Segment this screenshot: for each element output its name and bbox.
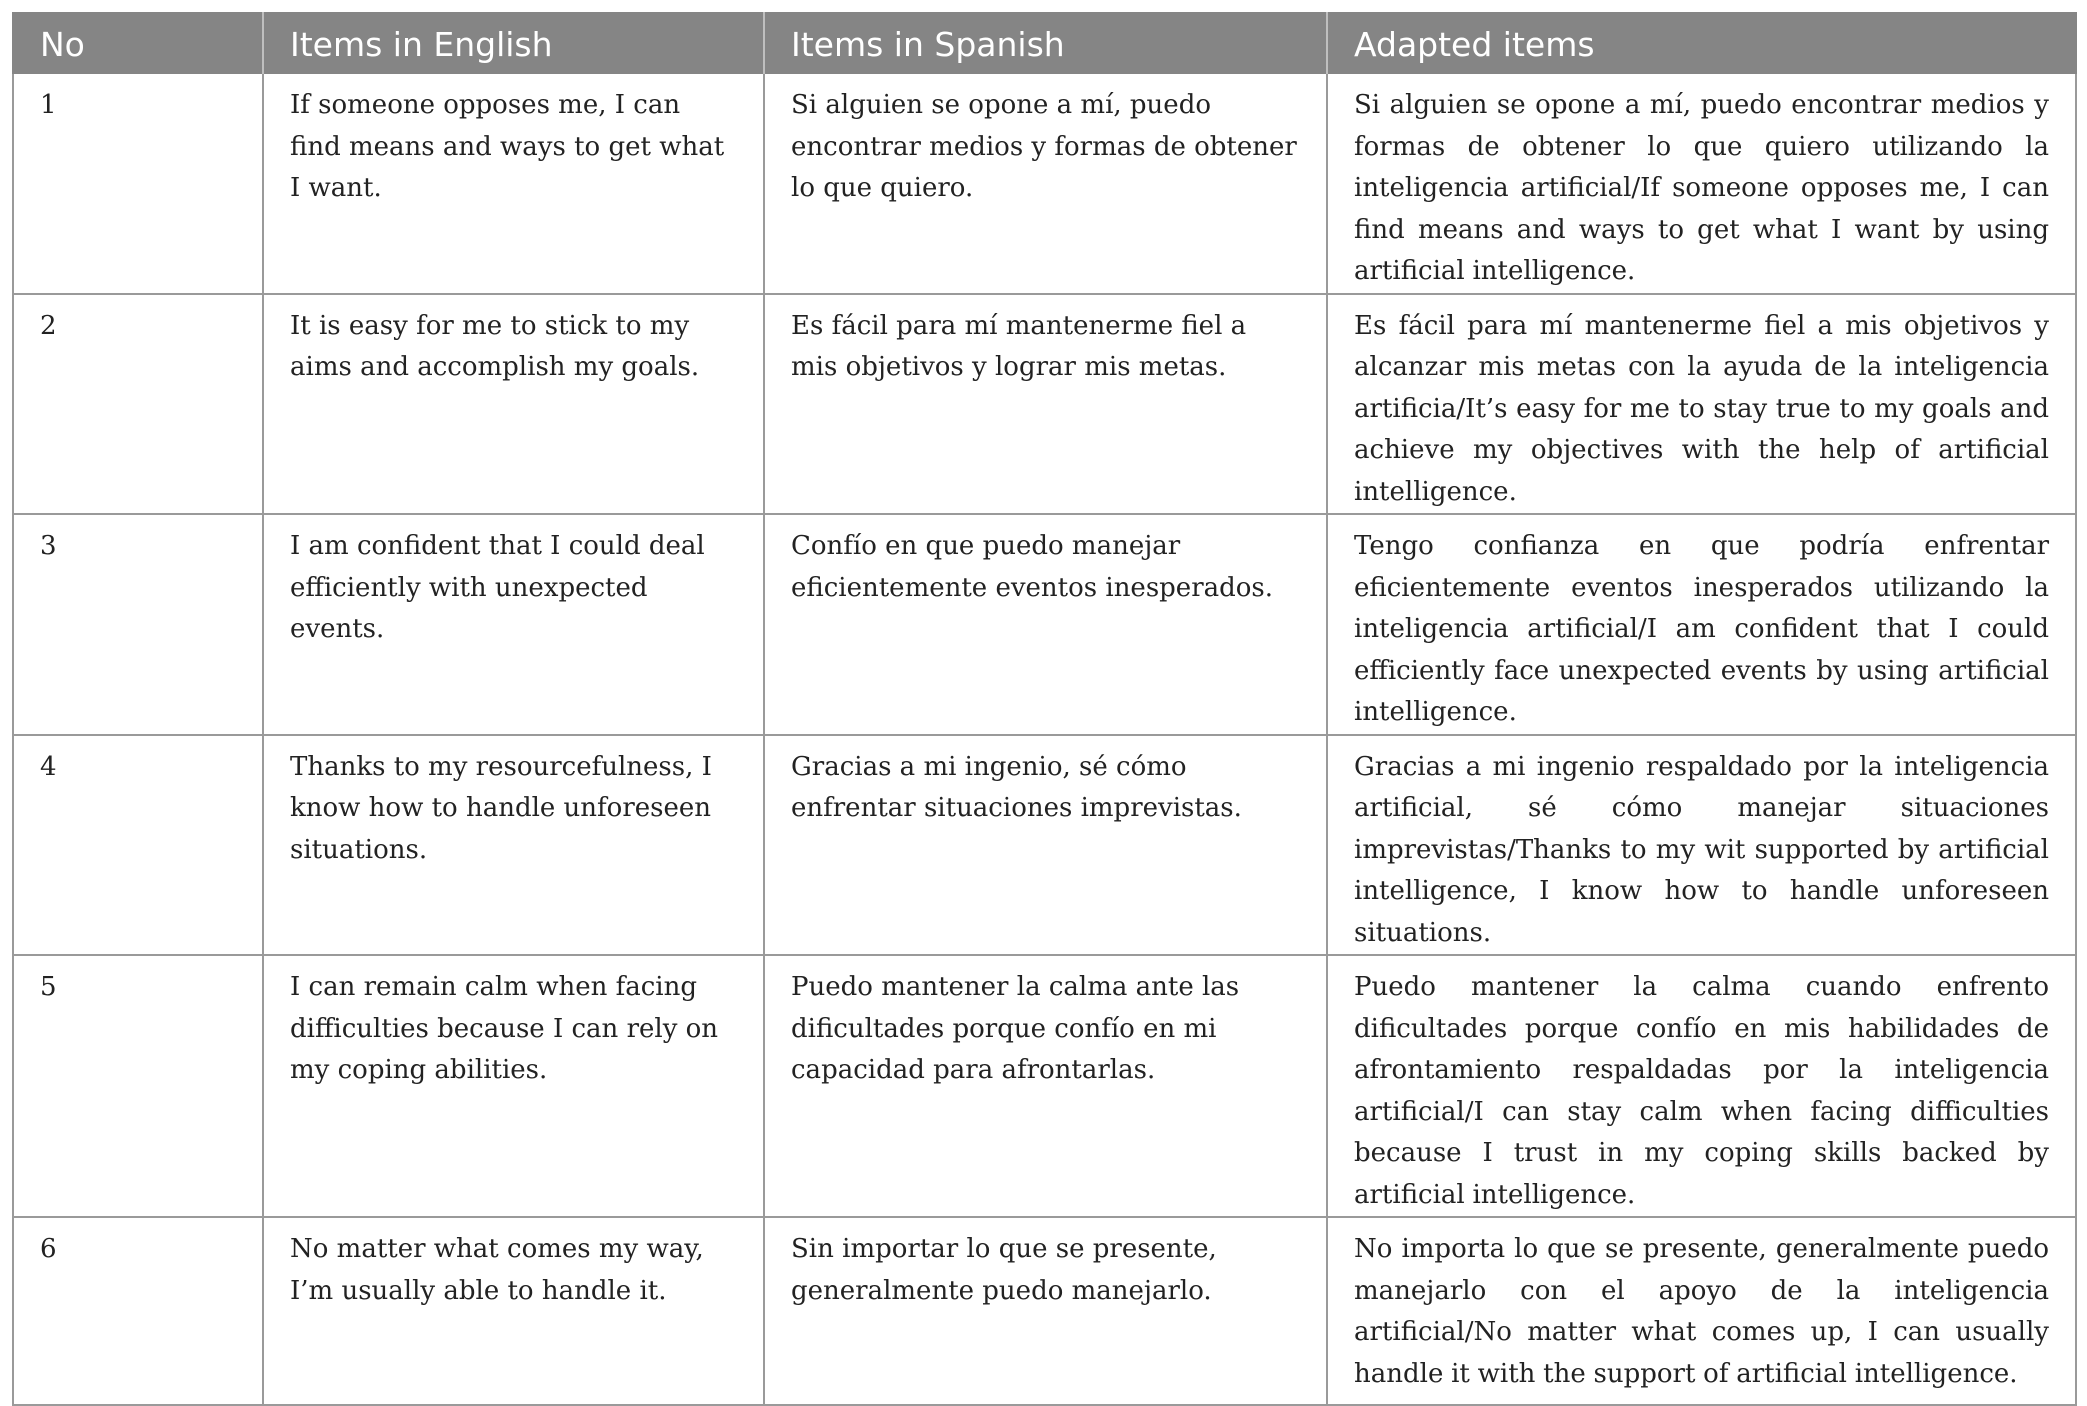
table-row (13, 955, 2076, 1217)
table-row (13, 735, 2076, 956)
table-row (13, 1217, 2076, 1405)
table-body (13, 74, 2076, 1405)
cell-adapted: Puedo mantener la calma cuando enfrento dificultades porque confío en mis habilidades de afrontamiento respaldadas por la inteligencia artificial/I can stay calm when facing difficulties because I trust in my coping skills backed by artificial intelligence. (1327, 955, 2076, 1217)
cell-adapted: Si alguien se opone a mí, puedo encontrar medios y formas de obtener lo que quiero utilizando la inteligencia artificial/If someone opposes me, I can find means and ways to get what I want by using artificial intelligence. (1327, 74, 2076, 294)
cell-spanish: Sin importar lo que se presente, generalmente puedo manejarlo. (764, 1217, 1327, 1405)
cell-no: 6 (13, 1217, 263, 1405)
table-header (13, 13, 2076, 74)
cell-english: No matter what comes my way, I’m usually able to handle it. (263, 1217, 764, 1405)
cell-no: 4 (13, 735, 263, 956)
cell-spanish: Si alguien se opone a mí, puedo encontrar medios y formas de obtener lo que quiero. (764, 74, 1327, 294)
cell-adapted: No importa lo que se presente, generalmente puedo manejarlo con el apoyo de la inteligencia artificial/No matter what comes up, I can usually handle it with the support of artificial intelligence. (1327, 1217, 2076, 1405)
cell-adapted: Tengo confianza en que podría enfrentar eficientemente eventos inesperados utilizando la inteligencia artificial/I am confident that I could efficiently face unexpected events by using artificial intelligence. (1327, 514, 2076, 735)
cell-spanish: Puedo mantener la calma ante las dificultades porque confío en mi capacidad para afrontarlas. (764, 955, 1327, 1217)
header-items-spanish: Items in Spanish (764, 13, 1327, 74)
items-table (12, 12, 2077, 1406)
table-row (13, 514, 2076, 735)
table-row (13, 74, 2076, 294)
cell-adapted: Es fácil para mí mantenerme fiel a mis objetivos y alcanzar mis metas con la ayuda de la inteligencia artificia/It’s easy for me to stay true to my goals and achieve my objectives with the help of artificial intelligence. (1327, 294, 2076, 515)
cell-english: I am confident that I could deal efficiently with unexpected events. (263, 514, 764, 735)
cell-no: 3 (13, 514, 263, 735)
header-adapted-items: Adapted items (1327, 13, 2076, 74)
cell-adapted: Gracias a mi ingenio respaldado por la inteligencia artificial, sé cómo manejar situaciones imprevistas/Thanks to my wit supported by artificial intelligence, I know how to handle unforeseen situations. (1327, 735, 2076, 956)
cell-english: It is easy for me to stick to my aims and accomplish my goals. (263, 294, 764, 515)
header-row (13, 13, 2076, 74)
items-table-container (12, 12, 2075, 1406)
cell-spanish: Gracias a mi ingenio, sé cómo enfrentar situaciones imprevistas. (764, 735, 1327, 956)
cell-english: Thanks to my resourcefulness, I know how to handle unforeseen situations. (263, 735, 764, 956)
cell-no: 1 (13, 74, 263, 294)
header-no: No (13, 13, 263, 74)
header-items-english: Items in English (263, 13, 764, 74)
cell-spanish: Confío en que puedo manejar eficientemente eventos inesperados. (764, 514, 1327, 735)
cell-english: I can remain calm when facing difficulties because I can rely on my coping abilities. (263, 955, 764, 1217)
cell-english: If someone opposes me, I can find means and ways to get what I want. (263, 74, 764, 294)
table-row (13, 294, 2076, 515)
cell-no: 2 (13, 294, 263, 515)
cell-spanish: Es fácil para mí mantenerme fiel a mis objetivos y lograr mis metas. (764, 294, 1327, 515)
cell-no: 5 (13, 955, 263, 1217)
